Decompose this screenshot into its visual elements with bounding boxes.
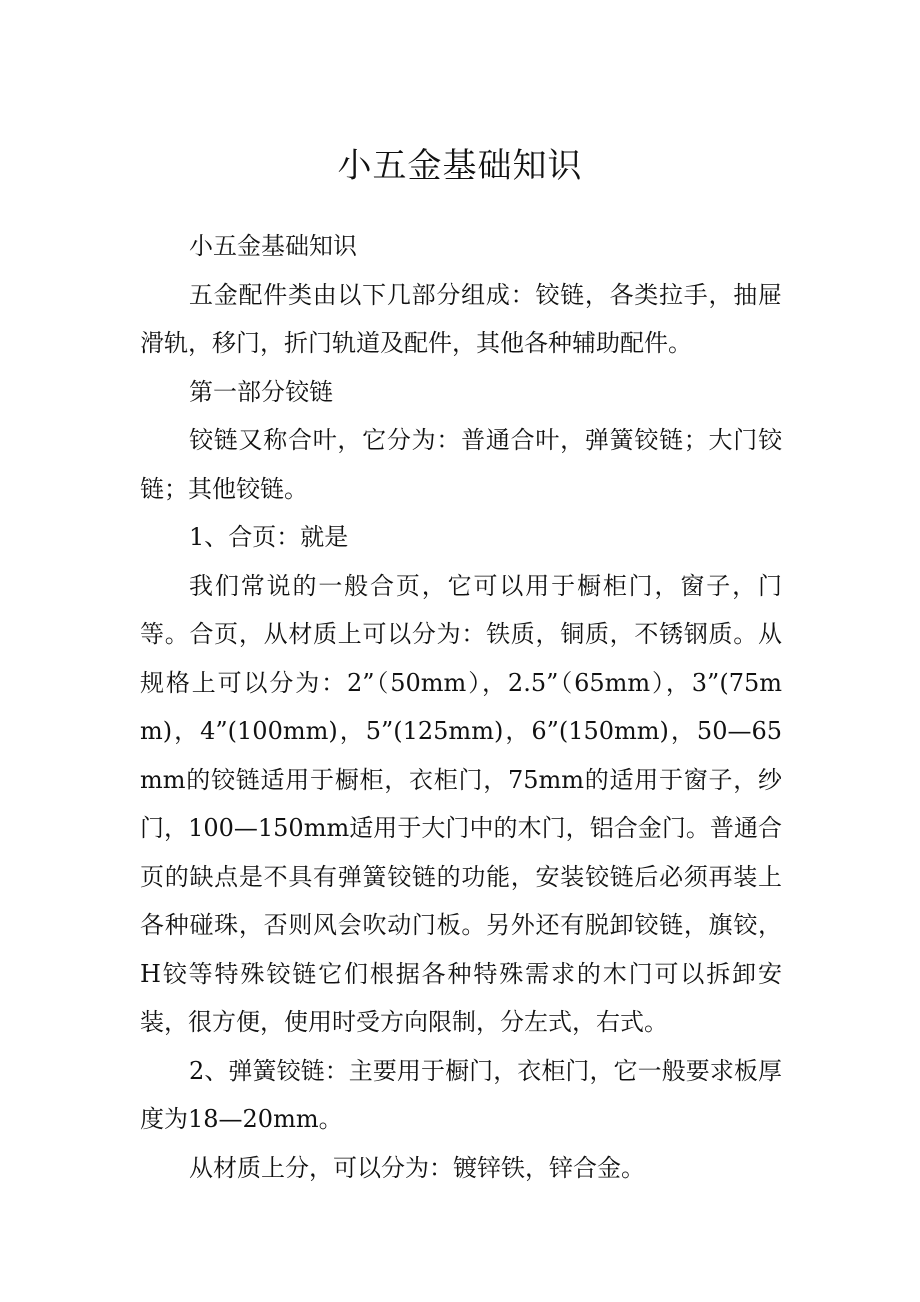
paragraph-intro: 五金配件类由以下几部分组成：铰链，各类拉手，抽屉滑轨，移门，折门轨道及配件，其他各种辅助配件。	[140, 280, 782, 357]
document-body	[140, 222, 782, 1192]
paragraph-common-hinge: 我们常说的一般合页，它可以用于橱柜门，窗子，门等。合页，从材质上可以分为：铁质，铜质，不锈钢质。从规格上可以分为：2”（50mm），2.5”（65mm），3”(75mm)，4”(100mm)，5”(125mm)，6”(150mm)，50—65mm的铰链适用于橱柜，衣柜门，75mm的适用于窗子，纱门，100—150mm适用于大门中的木门，铝合金门。普通合页的缺点是不具有弹簧铰链的功能，安装铰链后必须再装上各种碰珠，否则风会吹动门板。另外还有脱卸铰链，旗铰，H铰等特殊铰链它们根据各种特殊需求的木门可以拆卸安装，很方便，使用时受方向限制，分左式，右式。	[140, 571, 782, 1036]
section-heading-part-one: 第一部分铰链	[189, 377, 333, 406]
subheading-hinge-1: 1、合页：就是	[189, 523, 349, 551]
paragraph-heading-repeat: 小五金基础知识	[189, 232, 357, 260]
paragraph-material: 从材质上分，可以分为：镀锌铁，锌合金。	[189, 1153, 645, 1182]
document-title: 小五金基础知识	[337, 146, 583, 186]
paragraph-hinge-types: 铰链又称合叶，它分为：普通合叶，弹簧铰链；大门铰链；其他铰链。	[140, 426, 782, 503]
paragraph-spring-hinge: 2、弹簧铰链：主要用于橱门，衣柜门，它一般要求板厚度为18—20mm。	[140, 1056, 782, 1133]
